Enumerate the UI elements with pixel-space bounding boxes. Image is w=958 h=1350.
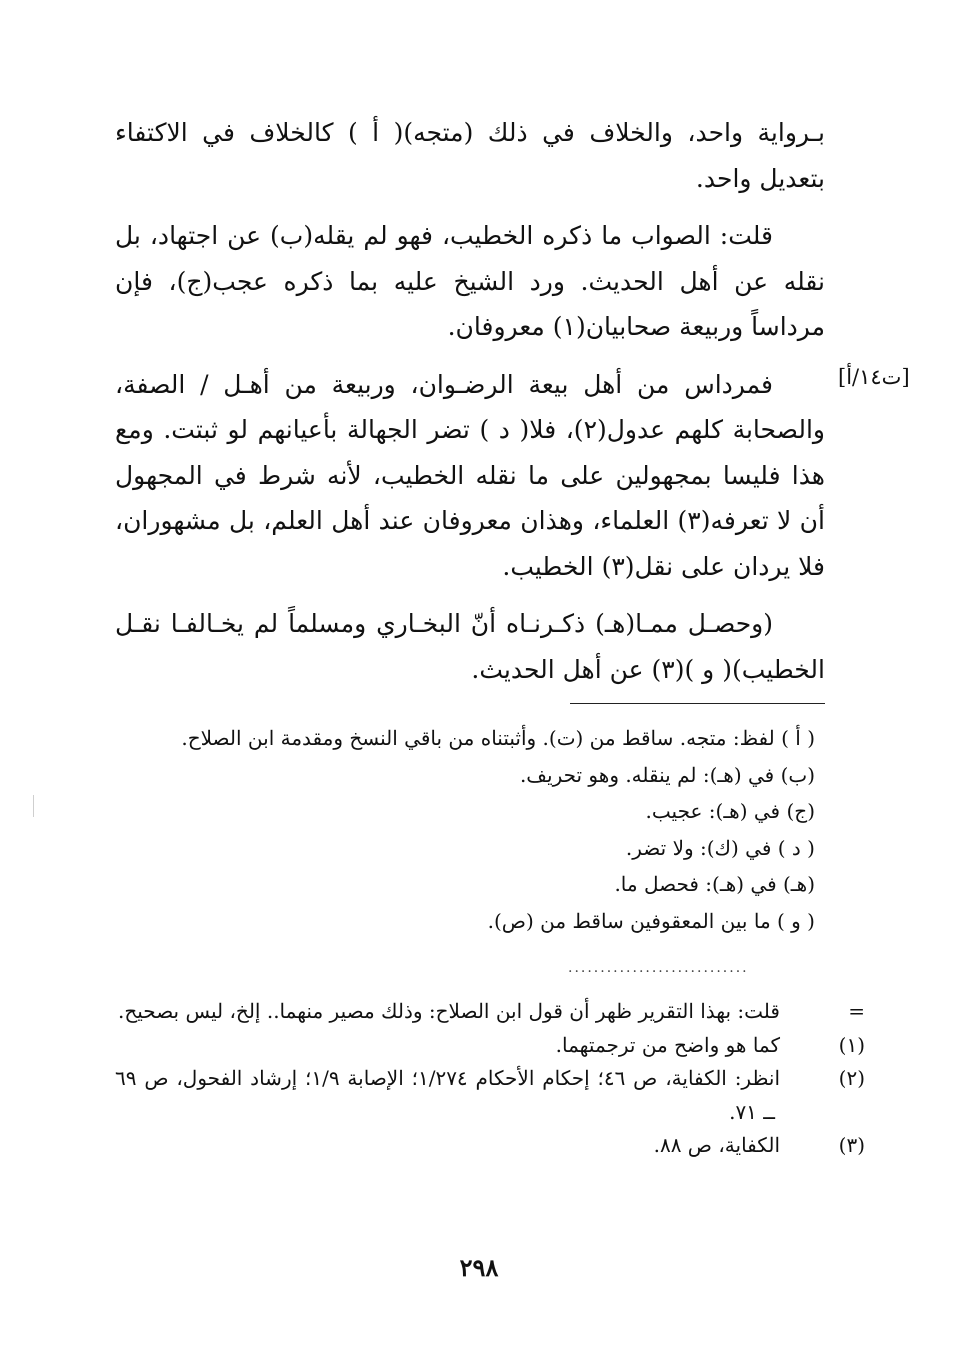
variant-note: ( و ) ما بين المعقوفين ساقط من (ص).: [487, 908, 815, 933]
manuscript-folio-ref: [ت١٤/أ]: [838, 365, 910, 389]
footnotes: [115, 995, 865, 1163]
main-text: [115, 110, 825, 692]
footnote-text: قلت: بهذا التقرير ظهر أن قول ابن الصلاح: وذلك مصير منهما.. إلخ، ليس بصحيح.: [118, 999, 780, 1023]
footnote-number: (٢): [838, 1066, 865, 1090]
footnote-number: (١): [838, 1032, 865, 1057]
paragraph-1: بـرواية واحد، والخلاف في ذلك (متجه)( أ ) كالخلاف في الاكتفاء بتعديل واحد.: [115, 118, 825, 193]
footnote-text: انظر: الكفاية، ص ٤٦؛ إحكام الأحكام ١/٢٧٤؛ الإصابة ١/٩؛ إرشاد الفحول، ص ٦٩ ــ ٧١.: [115, 1066, 780, 1124]
footnote-rule: [570, 703, 825, 704]
footnote-text: الكفاية، ص ٨٨.: [653, 1133, 780, 1157]
paragraph-4: (وحصـل ممـا(هـ) ذكـرنـاه أنّ البخـاري ومسلماً لم يخـالفـا نقـل الخطيب)( و )(٣) عن أهل الحديث.: [115, 609, 825, 684]
variant-note: ( د ) في (ك): ولا تضر.: [625, 835, 815, 860]
dotted-separator: ............................: [568, 960, 749, 976]
paragraph-2: قلت: الصواب ما ذكره الخطيب، فهو لم يقله(ب) عن اجتهاد، بل نقله عن أهل الحديث. ورد الشيخ عليه بما ذكره عجب(ج)، فإن مرداساً وربيعة صحابيان(١) معروفان.: [115, 221, 825, 341]
footnote: [115, 1129, 865, 1163]
footnote-continuation: [115, 995, 865, 1029]
page-number: ٢٩٨: [459, 1253, 499, 1282]
footnote: [115, 1029, 865, 1063]
variant-note: ( أ ) لفظ: متجه. ساقط من (ت). وأثبتناه من باقي النسخ ومقدمة ابن الصلاح.: [181, 726, 815, 750]
variant-note: (هـ) في (هـ): فحصل ما.: [614, 872, 815, 896]
variant-notes: [115, 720, 815, 939]
paragraph-3: فمرداس من أهل بيعة الرضـوان، وربيعة من أهـل / الصفة، والصحابة كلهم عدول(٢)، فلا( د ) تضر الجهالة بأعيانهم لو ثبتت. ومع هذا فليسا بمجهولين على ما نقله الخطيب، لأنه شرط في المجهول أن لا تعرفه(٣) العلماء، وهذان معروفان عند أهل العلم، بل مشهوران، فلا يردان على نقل(٣) الخطيب.: [115, 369, 826, 581]
footnote-text: كما هو واضح من ترجمتهما.: [555, 1032, 780, 1057]
variant-note: (ب) في (هـ): لم ينقله. وهو تحريف.: [519, 762, 815, 787]
variant-note: (ج) في (هـ): عجيب.: [645, 799, 815, 823]
footnote: [115, 1062, 865, 1129]
continuation-marker: =: [848, 999, 865, 1023]
scan-artifact: [33, 795, 34, 817]
footnote-number: (٣): [838, 1133, 865, 1157]
